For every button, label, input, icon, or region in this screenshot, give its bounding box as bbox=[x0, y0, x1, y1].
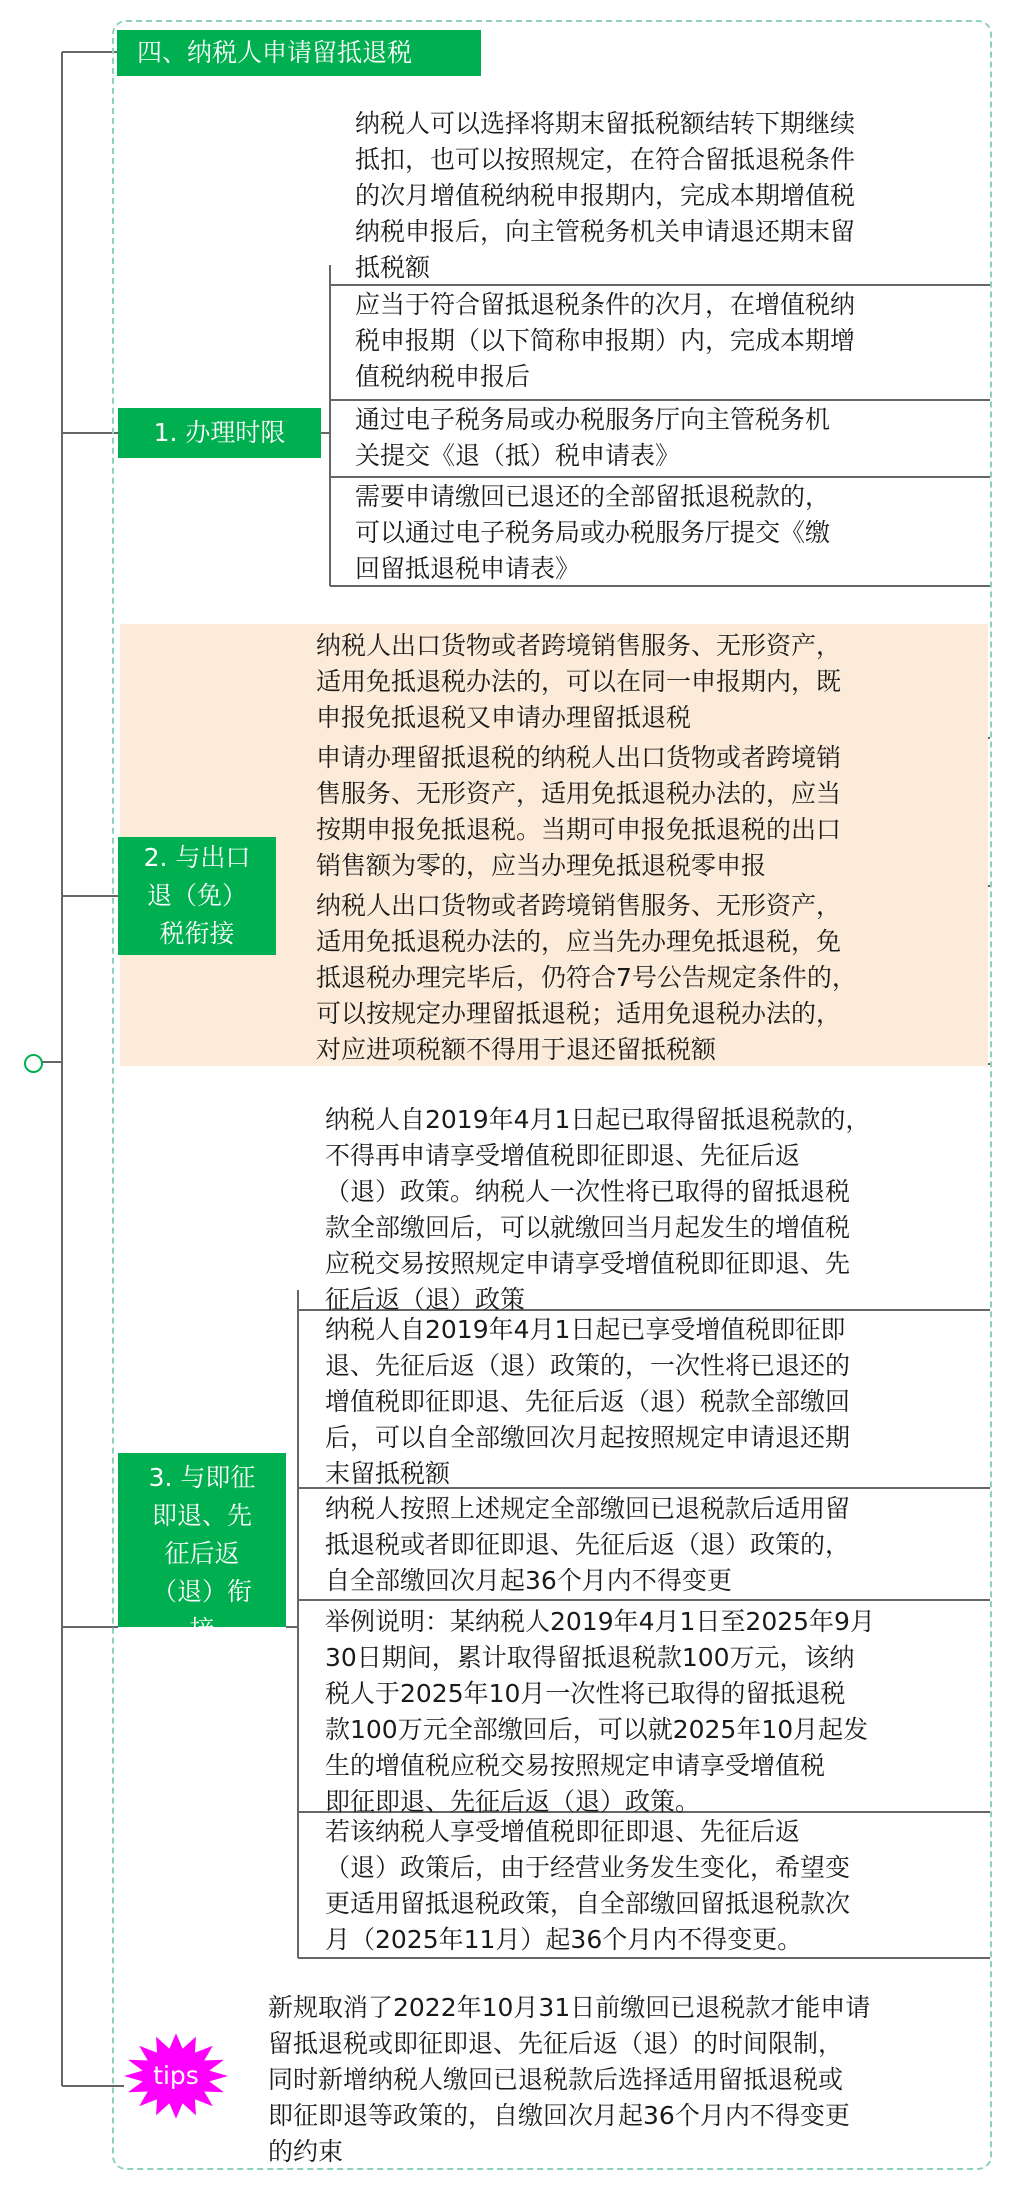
category-label-line: 退（免） bbox=[146, 881, 247, 910]
category-deadline[interactable] bbox=[118, 408, 321, 458]
tips-badge[interactable] bbox=[122, 2033, 230, 2119]
leaf-line: 同时新增纳税人缴回已退税款后选择适用留抵退税或 bbox=[268, 2065, 844, 2094]
leaf-line: 应当于符合留抵退税条件的次月，在增值税纳 bbox=[355, 290, 856, 319]
leaf-line: 抵退税办理完毕后，仍符合7号公告规定条件的， bbox=[316, 963, 857, 992]
leaf-line: 退、先征后返（退）政策的，一次性将已退还的 bbox=[325, 1351, 851, 1380]
leaf-deadline-timing[interactable] bbox=[355, 287, 855, 395]
leaf-line: 后，可以自全部缴回次月起按照规定申请退还期 bbox=[325, 1423, 851, 1452]
leaf-immediate-change[interactable] bbox=[325, 1814, 850, 1958]
leaf-line: 更适用留抵退税政策，自全部缴回留抵退税款次 bbox=[325, 1889, 851, 1918]
leaf-export-declare[interactable] bbox=[316, 740, 841, 884]
leaf-line: 税申报期（以下简称申报期）内，完成本期增 bbox=[355, 326, 856, 355]
leaf-line: 通过电子税务局或办税服务厅向主管税务机 bbox=[355, 405, 831, 434]
leaf-line: 关提交《退（抵）税申请表》 bbox=[355, 441, 681, 470]
category-label-line: 3. 与即征 bbox=[148, 1463, 256, 1492]
leaf-immediate-36months[interactable] bbox=[325, 1491, 850, 1599]
leaf-line: 的约束 bbox=[268, 2137, 344, 2166]
leaf-line: 纳税申报后，向主管税务机关申请退还期末留 bbox=[355, 217, 856, 246]
leaf-line: 举例说明：某纳税人2019年4月1日至2025年9月 bbox=[325, 1607, 875, 1636]
leaf-line: 纳税人出口货物或者跨境销售服务、无形资产， bbox=[316, 631, 842, 660]
leaf-line: 销售额为零的，应当办理免抵退税零申报 bbox=[316, 851, 767, 880]
leaf-line: 售服务、无形资产，适用免抵退税办法的，应当 bbox=[316, 779, 842, 808]
category-export-refund[interactable] bbox=[118, 837, 276, 955]
leaf-line: 抵退税或者即征即退、先征后返（退）政策的， bbox=[325, 1530, 851, 1559]
leaf-line: 纳税人按照上述规定全部缴回已退税款后适用留 bbox=[325, 1494, 851, 1523]
leaf-deadline-return[interactable] bbox=[355, 479, 830, 587]
leaf-immediate-obtained[interactable] bbox=[325, 1102, 870, 1318]
leaf-line: 申报免抵退税又申请办理留抵退税 bbox=[316, 703, 692, 732]
leaf-line: 需要申请缴回已退还的全部留抵退税款的， bbox=[355, 482, 831, 511]
leaf-immediate-example[interactable] bbox=[325, 1604, 875, 1820]
leaf-export-order[interactable] bbox=[316, 888, 857, 1068]
category-label-line: 接 bbox=[189, 1615, 215, 1644]
leaf-line: 纳税人出口货物或者跨境销售服务、无形资产， bbox=[316, 891, 842, 920]
tips-note[interactable] bbox=[268, 1990, 870, 2170]
leaf-line: 30日期间，累计取得留抵退税款100万元，该纳 bbox=[325, 1643, 855, 1672]
leaf-line: 纳税人自2019年4月1日起已享受增值税即征即 bbox=[325, 1315, 846, 1344]
leaf-line: 月（2025年11月）起36个月内不得变更。 bbox=[325, 1925, 803, 1954]
leaf-line: （退）政策。纳税人一次性将已取得的留抵退税 bbox=[325, 1177, 851, 1206]
leaf-line: 即征即退等政策的，自缴回次月起36个月内不得变更 bbox=[268, 2101, 850, 2130]
leaf-line: 纳税人自2019年4月1日起已取得留抵退税款的， bbox=[325, 1105, 871, 1134]
leaf-line: 即征即退、先征后返（退）政策。 bbox=[325, 1787, 701, 1816]
leaf-line: 适用免抵退税办法的，应当先办理免抵退税，免 bbox=[316, 927, 842, 956]
category-immediate-refund[interactable] bbox=[118, 1453, 286, 1644]
leaf-line: 应税交易按照规定申请享受增值税即征即退、先 bbox=[325, 1249, 851, 1278]
leaf-line: 申请办理留抵退税的纳税人出口货物或者跨境销 bbox=[316, 743, 842, 772]
category-label-line: 税衔接 bbox=[159, 919, 235, 948]
root-node[interactable] bbox=[24, 1054, 43, 1073]
leaf-line: 留抵退税或即征即退、先征后返（退）的时间限制， bbox=[268, 2029, 844, 2058]
leaf-line: （退）政策后，由于经营业务发生变化，希望变 bbox=[325, 1853, 851, 1882]
tips-label: tips bbox=[153, 2061, 199, 2090]
leaf-line: 抵扣，也可以按照规定，在符合留抵退税条件 bbox=[355, 145, 856, 174]
leaf-line: 征后返（退）政策 bbox=[325, 1285, 526, 1314]
leaf-line: 可以通过电子税务局或办税服务厅提交《缴 bbox=[355, 518, 831, 547]
leaf-line: 抵税额 bbox=[355, 253, 431, 282]
section-title[interactable]: 四、纳税人申请留抵退税 bbox=[117, 30, 481, 76]
leaf-export-both[interactable] bbox=[316, 628, 841, 736]
category-label-line: 征后返 bbox=[164, 1539, 240, 1568]
leaf-line: 自全部缴回次月起36个月内不得变更 bbox=[325, 1566, 732, 1595]
leaf-line: 款100万元全部缴回后，可以就2025年10月起发 bbox=[325, 1715, 869, 1744]
category-label-line: 2. 与出口 bbox=[143, 843, 251, 872]
leaf-line: 不得再申请享受增值税即征即退、先征后返 bbox=[325, 1141, 801, 1170]
leaf-line: 生的增值税应税交易按照规定申请享受增值税 bbox=[325, 1751, 826, 1780]
leaf-line: 若该纳税人享受增值税即征即退、先征后返 bbox=[325, 1817, 801, 1846]
leaf-line: 的次月增值税纳税申报期内，完成本期增值税 bbox=[355, 181, 856, 210]
leaf-deadline-submit[interactable] bbox=[355, 402, 830, 474]
category-label-line: （退）衔 bbox=[151, 1577, 252, 1606]
leaf-line: 可以按规定办理留抵退税；适用免退税办法的， bbox=[316, 999, 842, 1028]
leaf-line: 增值税即征即退、先征后返（退）税款全部缴回 bbox=[325, 1387, 851, 1416]
leaf-line: 值税纳税申报后 bbox=[355, 362, 531, 391]
leaf-immediate-enjoyed[interactable] bbox=[325, 1312, 850, 1492]
leaf-line: 税人于2025年10月一次性将已取得的留抵退税 bbox=[325, 1679, 846, 1708]
leaf-line: 回留抵退税申请表》 bbox=[355, 554, 581, 583]
leaf-line: 新规取消了2022年10月31日前缴回已退税款才能申请 bbox=[268, 1993, 871, 2022]
leaf-line: 纳税人可以选择将期末留抵税额结转下期继续 bbox=[355, 109, 856, 138]
leaf-line: 按期申报免抵退税。当期可申报免抵退税的出口 bbox=[316, 815, 842, 844]
leaf-line: 适用免抵退税办法的，可以在同一申报期内，既 bbox=[316, 667, 842, 696]
leaf-line: 末留抵税额 bbox=[325, 1459, 451, 1488]
leaf-deadline-carryover[interactable] bbox=[355, 106, 855, 286]
leaf-line: 款全部缴回后，可以就缴回当月起发生的增值税 bbox=[325, 1213, 851, 1242]
category-label-line: 即退、先 bbox=[151, 1501, 252, 1530]
leaf-line: 对应进项税额不得用于退还留抵税额 bbox=[316, 1035, 717, 1064]
category-label-line: 1. 办理时限 bbox=[153, 418, 286, 447]
